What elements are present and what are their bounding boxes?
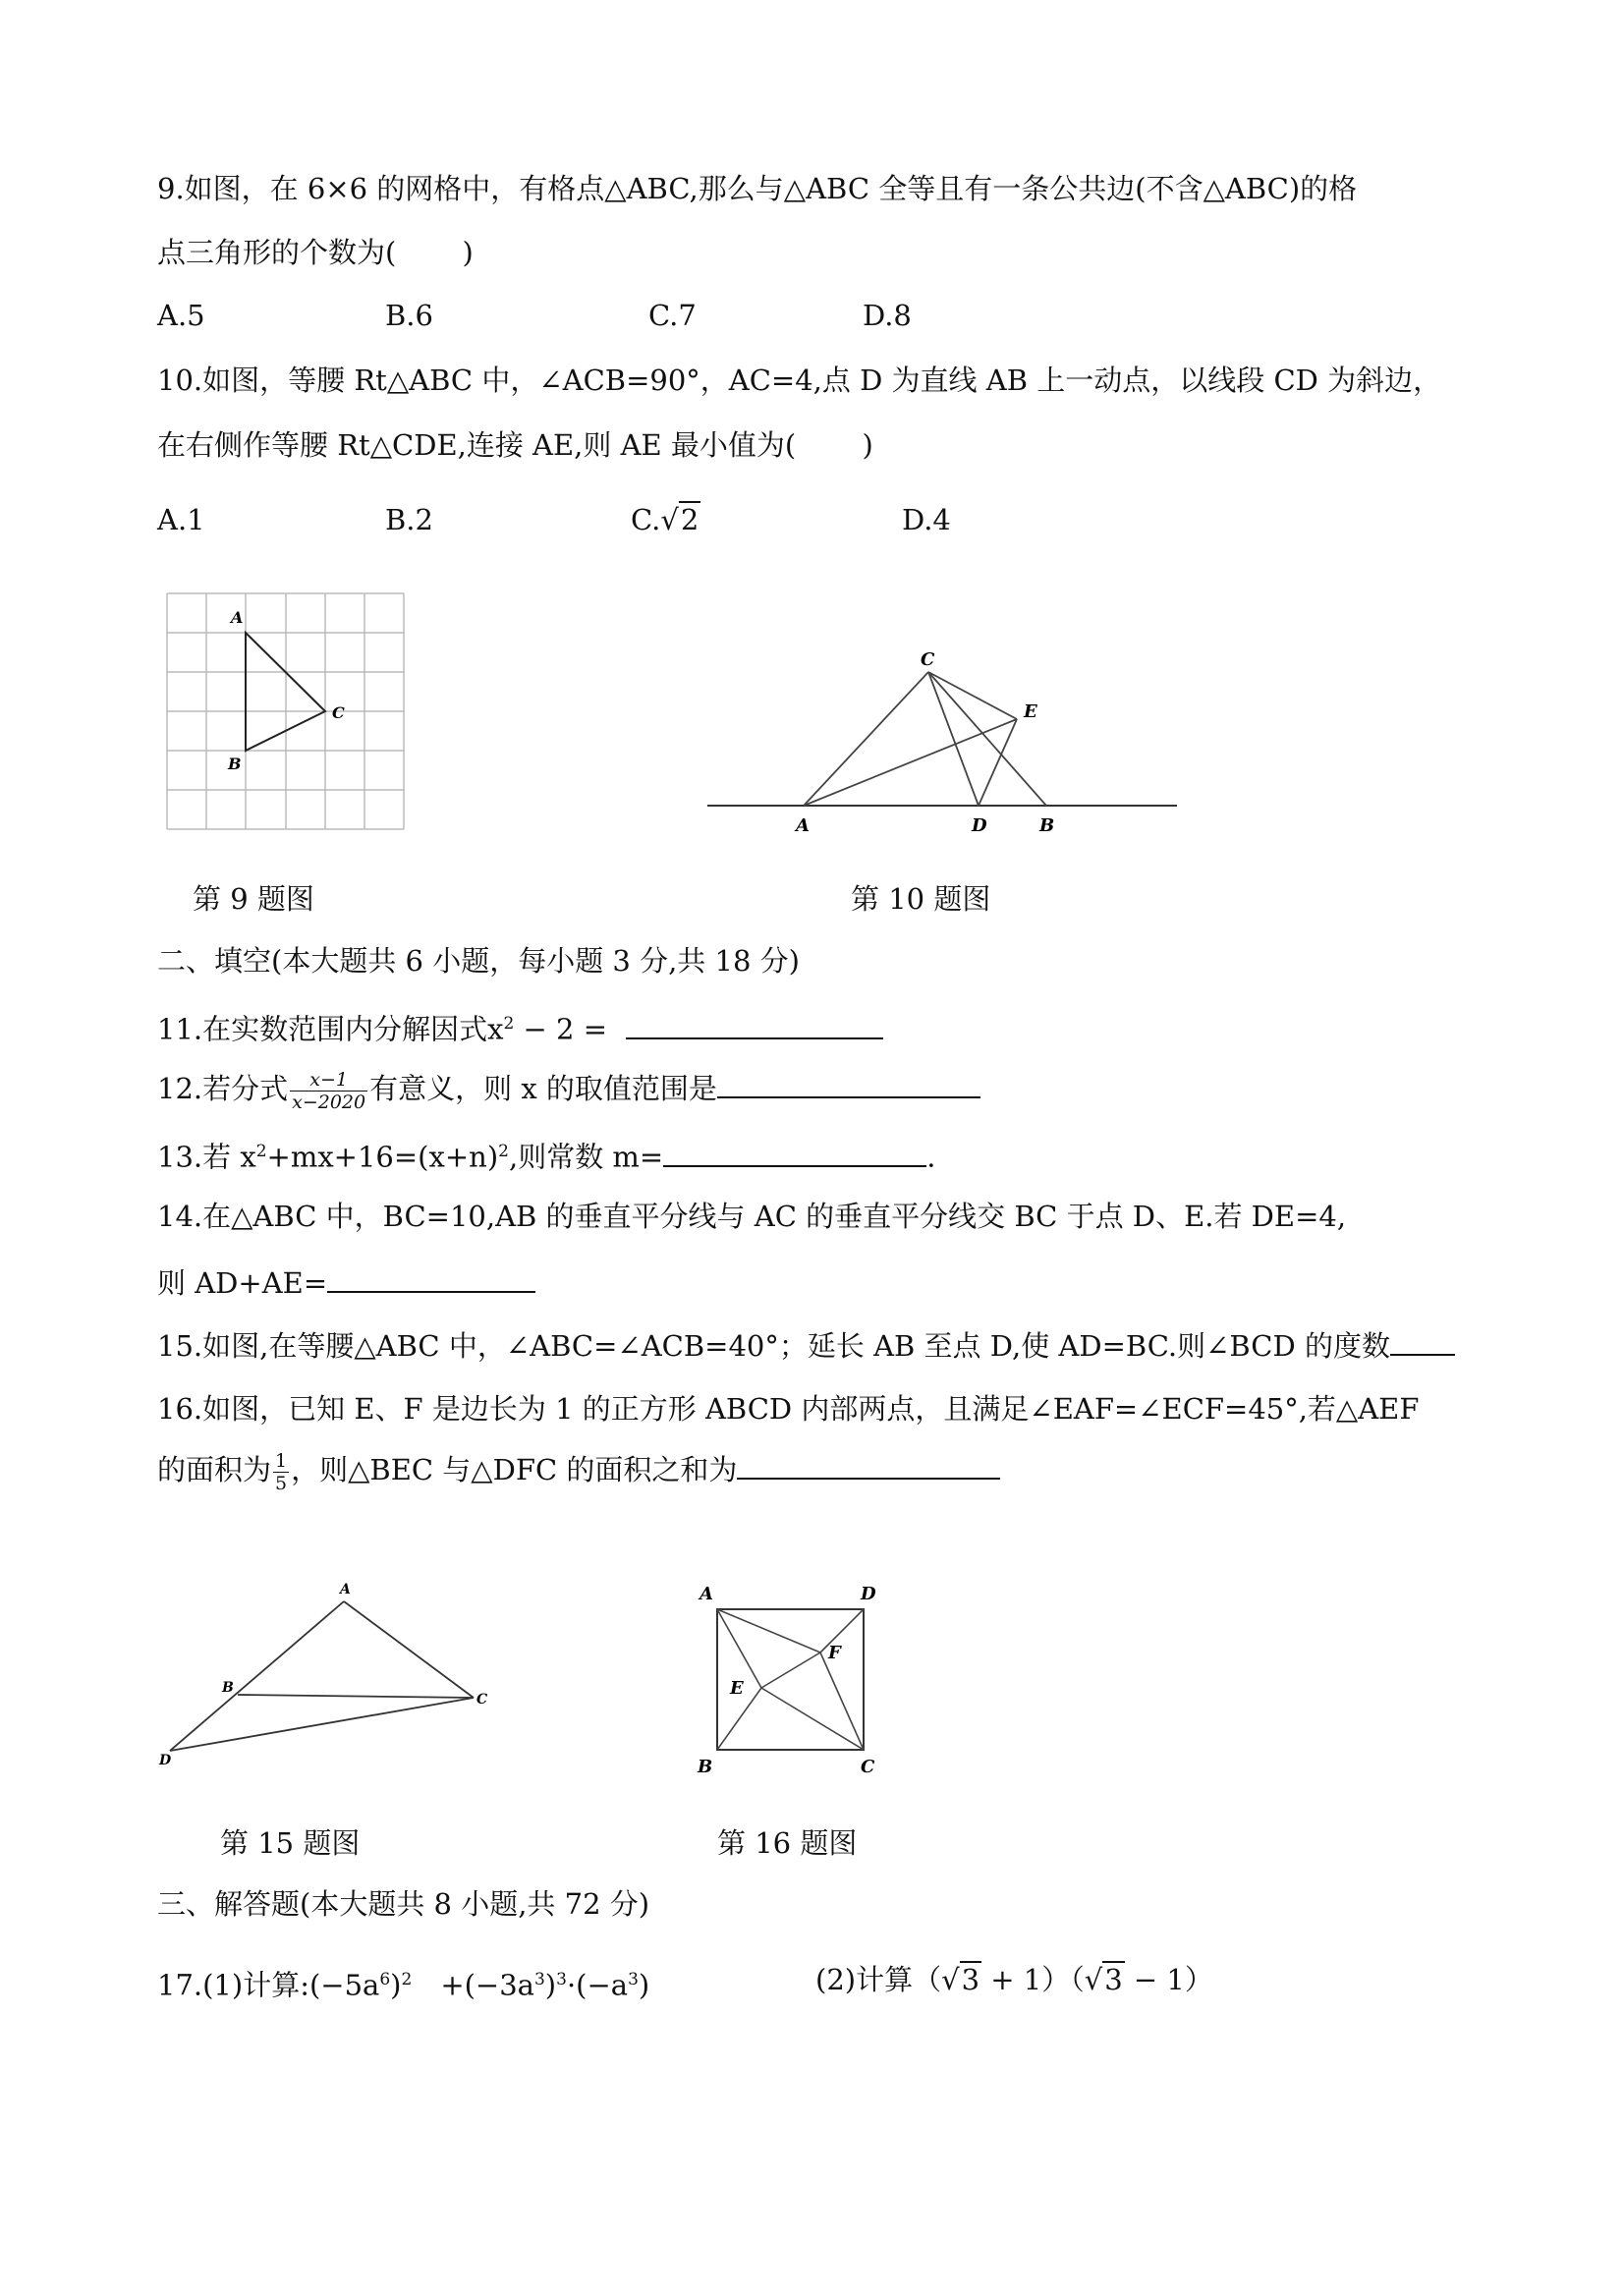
q17-p1-prefix: 17.(1)计算:(−5a <box>157 1968 380 2002</box>
fig15-segments <box>170 1601 474 1751</box>
q11-expr-base: x <box>487 1012 504 1046</box>
q10-option-b: B.2 <box>385 503 433 536</box>
q17-part1 <box>157 1960 649 2005</box>
fig9-label-b: B <box>228 755 242 773</box>
q15 <box>157 1324 1455 1366</box>
sqrt-symbol: √3 <box>1084 1963 1123 1996</box>
fig10-label-b: B <box>1039 815 1055 836</box>
fig9-label-a: A <box>231 608 244 627</box>
q17-p1-term2: +(−3a <box>412 1968 534 2002</box>
fig9-caption: 第 9 题图 <box>193 882 314 916</box>
q14-answer-blank[interactable] <box>327 1261 535 1293</box>
fig15-label-c: C <box>476 1692 488 1708</box>
fig9-grid-figure <box>157 586 413 841</box>
q16-line2-prefix: 的面积为 <box>157 1453 272 1486</box>
q17-p2-radicand1: 3 <box>961 1963 980 1996</box>
q10-option-d: D.4 <box>902 503 951 536</box>
q16-line2-suffix: ，则△BEC 与△DFC 的面积之和为 <box>291 1453 738 1486</box>
q15-answer-blank[interactable] <box>1390 1324 1455 1356</box>
q13 <box>157 1132 935 1177</box>
q12-fraction <box>290 1069 367 1113</box>
fig15-label-d: D <box>159 1753 172 1768</box>
q9-option-b: B.6 <box>385 299 433 332</box>
q17-part2 <box>815 1960 1213 1999</box>
q12-suffix: 有意义，则 x 的取值范围是 <box>369 1072 717 1105</box>
q12-answer-blank[interactable] <box>717 1067 980 1098</box>
q13-prefix: 13.若 x <box>157 1140 256 1174</box>
q9-line1: 9.如图，在 6×6 的网格中，有格点△ABC,那么与△ABC 全等且有一条公共边(不含△ABC)的格 <box>157 172 1358 205</box>
q10-option-a: A.1 <box>157 503 205 536</box>
q16-fraction <box>273 1450 289 1494</box>
q12-prefix: 12.若分式 <box>157 1072 289 1105</box>
fig16-caption: 第 16 题图 <box>717 1826 858 1860</box>
q11 <box>157 1004 883 1049</box>
q12-frac-den: x−2020 <box>292 1091 366 1113</box>
q16-answer-blank[interactable] <box>737 1448 1000 1480</box>
q11-answer-blank[interactable] <box>626 1008 883 1039</box>
q13-exp1: 2 <box>255 1142 267 1161</box>
fig10-label-e: E <box>1024 701 1037 722</box>
q17-p1-exp4: 3 <box>556 1970 567 1989</box>
sqrt-symbol: √2 <box>660 503 700 536</box>
q9-option-d: D.8 <box>863 299 912 332</box>
q17-p1-exp3: 3 <box>533 1970 545 1989</box>
q13-end: . <box>926 1140 936 1174</box>
q17-p1-paren3: ) <box>638 1968 650 2002</box>
q10-option-c-radicand: 2 <box>680 503 700 536</box>
fig16-label-e: E <box>730 1678 744 1699</box>
q17-p2-mid: + 1）（ <box>981 1963 1085 1996</box>
q15-text: 15.如图,在等腰△ABC 中，∠ABC=∠ACB=40°；延长 AB 至点 D,使 AD=BC.则∠BCD 的度数 <box>157 1329 1390 1363</box>
q17-p1-exp5: 3 <box>628 1970 639 1989</box>
q11-expr-rest: − 2 = <box>514 1012 617 1046</box>
q17-p1-term3: ·(−a <box>566 1968 629 2002</box>
q10-line1: 10.如图，等腰 Rt△ABC 中，∠ACB=90°，AC=4,点 D 为直线 AB 上一动点，以线段 CD 为斜边， <box>157 364 1442 397</box>
fig9-grid-lines <box>167 593 404 829</box>
fig16-label-a: A <box>700 1584 713 1604</box>
fig15-figure <box>157 1572 501 1768</box>
q16-line2 <box>157 1448 1000 1494</box>
fig10-label-a: A <box>796 815 810 836</box>
q17-p1-paren1: ) <box>390 1968 402 2002</box>
q11-expr-exp: 2 <box>503 1014 515 1034</box>
fig15-label-b: B <box>222 1680 234 1696</box>
q16-frac-num: 1 <box>275 1449 288 1472</box>
fig10-figure <box>698 648 1189 845</box>
fig10-label-d: D <box>972 815 987 836</box>
q9-line2: 点三角形的个数为( ) <box>157 236 474 269</box>
q17-p1-paren2: ) <box>544 1968 557 2002</box>
q13-exp2: 2 <box>498 1142 509 1161</box>
fig15-label-a: A <box>340 1582 351 1597</box>
q16-line1: 16.如图，已知 E、F 是边长为 1 的正方形 ABCD 内部两点，且满足∠EAF=∠ECF=45°,若△AEF <box>157 1392 1420 1426</box>
q14-line1: 14.在△ABC 中，BC=10,AB 的垂直平分线与 AC 的垂直平分线交 BC 于点 D、E.若 DE=4, <box>157 1200 1347 1233</box>
q9-option-a: A.5 <box>157 299 205 332</box>
q10-option-c <box>631 503 700 536</box>
fig9-label-c: C <box>332 703 345 722</box>
q14-line2 <box>157 1261 535 1303</box>
q11-text: 11.在实数范围内分解因式 <box>157 1012 488 1046</box>
q13-suffix: ,则常数 m= <box>508 1140 664 1174</box>
q13-answer-blank[interactable] <box>663 1136 926 1167</box>
q14-line2-text: 则 AD+AE= <box>157 1266 328 1300</box>
q17-p2-end: − 1） <box>1124 1963 1213 1996</box>
q12-frac-num: x−1 <box>290 1069 367 1092</box>
fig16-label-d: D <box>861 1584 876 1604</box>
q9-option-c: C.7 <box>648 299 697 332</box>
section3-title: 三、解答题(本大题共 8 小题,共 72 分) <box>157 1887 650 1921</box>
section2-title: 二、填空(本大题共 6 小题，每小题 3 分,共 18 分) <box>157 944 800 978</box>
q17-p1-exp1: 6 <box>379 1970 391 1989</box>
q17-p2-radicand2: 3 <box>1104 1963 1123 1996</box>
q13-mid: +mx+16=(x+n) <box>266 1140 499 1174</box>
fig16-figure <box>688 1572 904 1788</box>
fig16-label-c: C <box>861 1757 875 1777</box>
q10-line2: 在右侧作等腰 Rt△CDE,连接 AE,则 AE 最小值为( ) <box>157 428 873 462</box>
fig16-label-b: B <box>698 1757 713 1777</box>
fig15-caption: 第 15 题图 <box>220 1826 361 1860</box>
q16-frac-den: 5 <box>275 1472 288 1494</box>
fig10-label-c: C <box>921 649 935 670</box>
fig16-label-f: F <box>828 1643 841 1663</box>
fig10-segments <box>804 672 1046 806</box>
q17-p1-exp2: 2 <box>401 1970 413 1989</box>
q17-p2-prefix: (2)计算（ <box>815 1963 942 1996</box>
sqrt-symbol: √3 <box>941 1963 980 1996</box>
fig10-caption: 第 10 题图 <box>851 882 991 916</box>
q12 <box>157 1067 980 1113</box>
q10-option-c-label: C. <box>631 503 661 536</box>
